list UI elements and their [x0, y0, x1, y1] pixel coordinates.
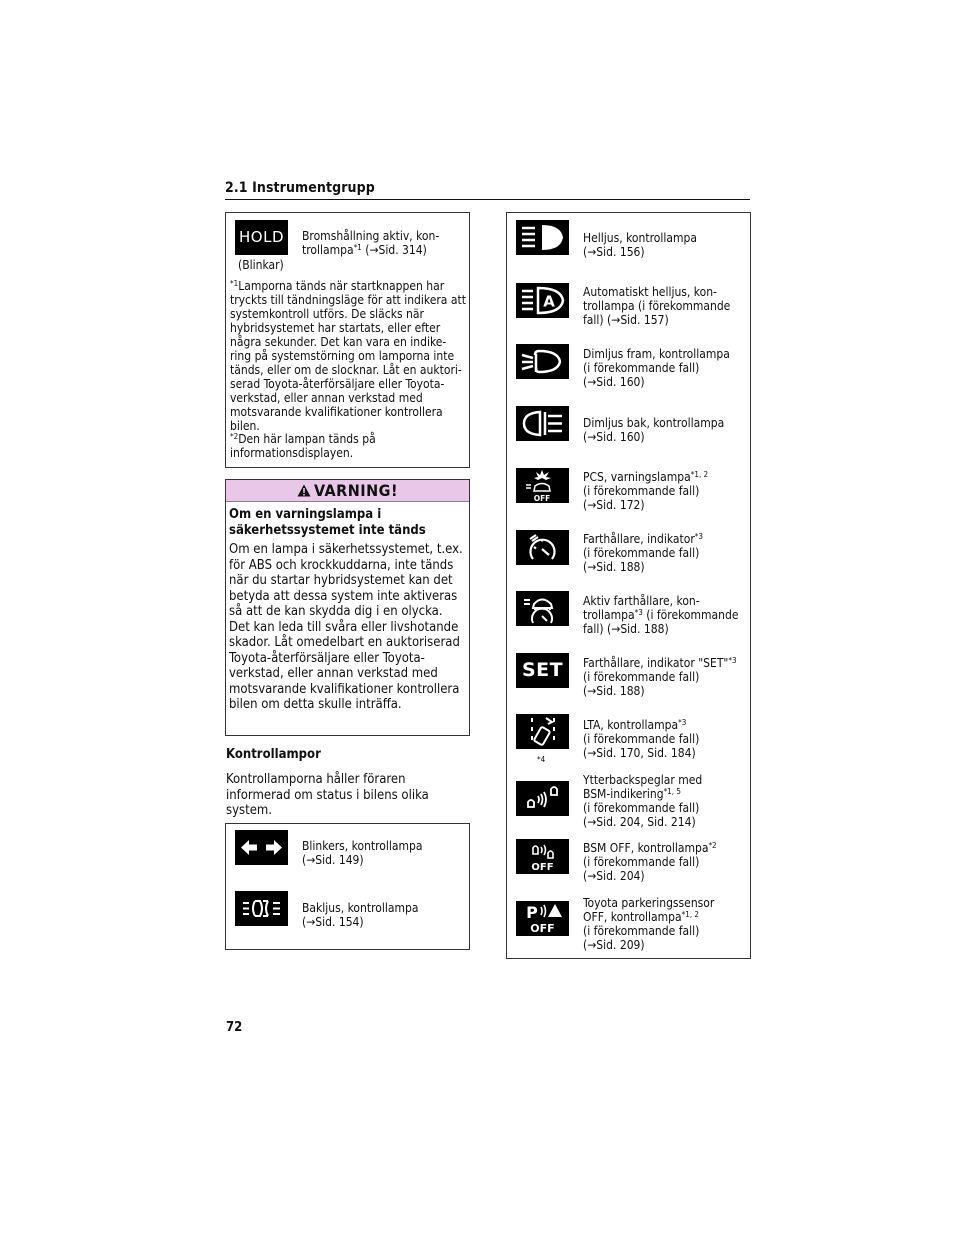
lta-icon	[516, 714, 569, 749]
svg-text:A: A	[543, 292, 555, 311]
warning-title: VARNING!	[226, 481, 469, 500]
warning-triangle-icon	[297, 484, 311, 497]
page-number: 72	[226, 1020, 243, 1035]
cruise-set-icon: SET	[516, 653, 569, 688]
section-text: Kontrollamporna håller föraren informerad om status i bilens olika system.	[226, 772, 429, 818]
left-lamps-box	[225, 823, 470, 950]
turn-signal-icon	[235, 830, 288, 865]
header-rule	[225, 199, 750, 200]
high-beam-label: Helljus, kontrollampa (→Sid. 156)	[583, 231, 697, 259]
svg-text:OFF: OFF	[533, 494, 551, 503]
svg-text:OFF: OFF	[531, 862, 554, 873]
lta-label: LTA, kontrollampa$^{*3}$ (i förekommande fall) (→Sid. 170, Sid. 184)	[583, 718, 700, 760]
active-cruise-control-label: Aktiv farthållare, kon- trollampa$^{*3}$ (i förekommande fall) (→Sid. 188)	[583, 594, 739, 636]
section-header: 2.1 Instrumentgrupp	[225, 180, 375, 196]
section-title: Kontrollampor	[226, 747, 321, 762]
tail-light-icon	[235, 891, 288, 926]
auto-high-beam-icon	[516, 283, 569, 318]
active-cruise-control-icon	[516, 591, 569, 626]
right-lamps-box	[506, 212, 751, 959]
bsm-indicator-label: Ytterbackspeglar med BSM-indikering$^{*1, 5}$ (i förekommande fall) (→Sid. 204, Sid. 214)	[583, 773, 703, 829]
svg-text:OFF: OFF	[530, 922, 555, 935]
auto-high-beam-label: Automatiskt helljus, kon- trollampa (i förekommande fall) (→Sid. 157)	[583, 285, 731, 327]
parking-sensor-off-icon	[516, 901, 569, 936]
cruise-control-label: Farthållare, indikator$^{*3}$ (i förekommande fall) (→Sid. 188)	[583, 532, 703, 574]
high-beam-icon	[516, 220, 569, 255]
pcs-warning-label: PCS, varningslampa$^{*1, 2}$ (i förekommande fall) (→Sid. 172)	[583, 470, 709, 512]
bsm-indicator-icon	[516, 781, 569, 816]
pcs-warning-icon	[516, 468, 569, 503]
front-fog-light-icon	[516, 344, 569, 379]
turn-signal-label: Blinkers, kontrollampa (→Sid. 149)	[302, 839, 423, 867]
lta-icon-footnote: *4	[537, 755, 546, 764]
tail-light-label: Bakljus, kontrollampa (→Sid. 154)	[302, 901, 419, 929]
rear-fog-light-icon	[516, 406, 569, 441]
hold-icon-caption: (Blinkar)	[238, 258, 284, 272]
footnote-2: $^{*2}$Den här lampan tänds på informationsdisplayen.	[230, 432, 376, 460]
cruise-control-icon	[516, 530, 569, 565]
parking-sensor-off-label: Toyota parkeringssensor OFF, kontrollampa$^{*1, 2}$ (i förekommande fall) (→Sid. 209)	[583, 896, 715, 952]
cruise-set-label: Farthållare, indikator "SET"$^{*3}$ (i förekommande fall) (→Sid. 188)	[583, 656, 737, 698]
warning-content	[229, 507, 464, 713]
bsm-off-label: BSM OFF, kontrollampa$^{*2}$ (i förekommande fall) (→Sid. 204)	[583, 841, 717, 883]
warning-heading: Om en varningslampa i säkerhetssystemet inte tänds	[229, 507, 426, 538]
hold-icon: HOLD	[235, 220, 288, 255]
hold-lamp-box	[225, 212, 470, 468]
hold-lamp-label: Bromshållning aktiv, kon- trollampa$^{*1}$ (→Sid. 314)	[302, 229, 440, 257]
rear-fog-light-label: Dimljus bak, kontrollampa (→Sid. 160)	[583, 416, 725, 444]
warning-band	[226, 480, 469, 502]
warning-text: Om en lampa i säkerhetssystemet, t.ex. för ABS och krockkuddarna, inte tänds när du startar hybridsystemet kan det betyda att dessa system inte aktiveras så att de kan skydda dig i en olycka. Det kan leda till svåra eller livshotande skador. Låt omedelbart en auktoriserad Toyota-återförsäljare eller Toyota-verkstad, eller annan verkstad med motsvarande kvalifikationer kontrollera bilen om detta skulle inträffa.	[229, 542, 463, 712]
svg-text:P: P	[526, 903, 538, 922]
footnote-1: $^{*1}$Lamporna tänds när startknappen har tryckts till tändningsläge för att indikera att systemkontroll utförs. De släcks när hybridsystemet har startats, eller efter några sekunder. Det kan vara en indike-ring på systemstörning om lamporna inte tänds, eller om de slocknar. Låt en auktori-serad Toyota-återförsäljare eller Toyota-verkstad, eller annan verkstad med motsvarande kvalifikationer kontrollera bilen.	[230, 279, 466, 433]
bsm-off-icon	[516, 839, 569, 874]
warning-box	[225, 479, 470, 736]
front-fog-light-label: Dimljus fram, kontrollampa (i förekommande fall) (→Sid. 160)	[583, 347, 730, 389]
